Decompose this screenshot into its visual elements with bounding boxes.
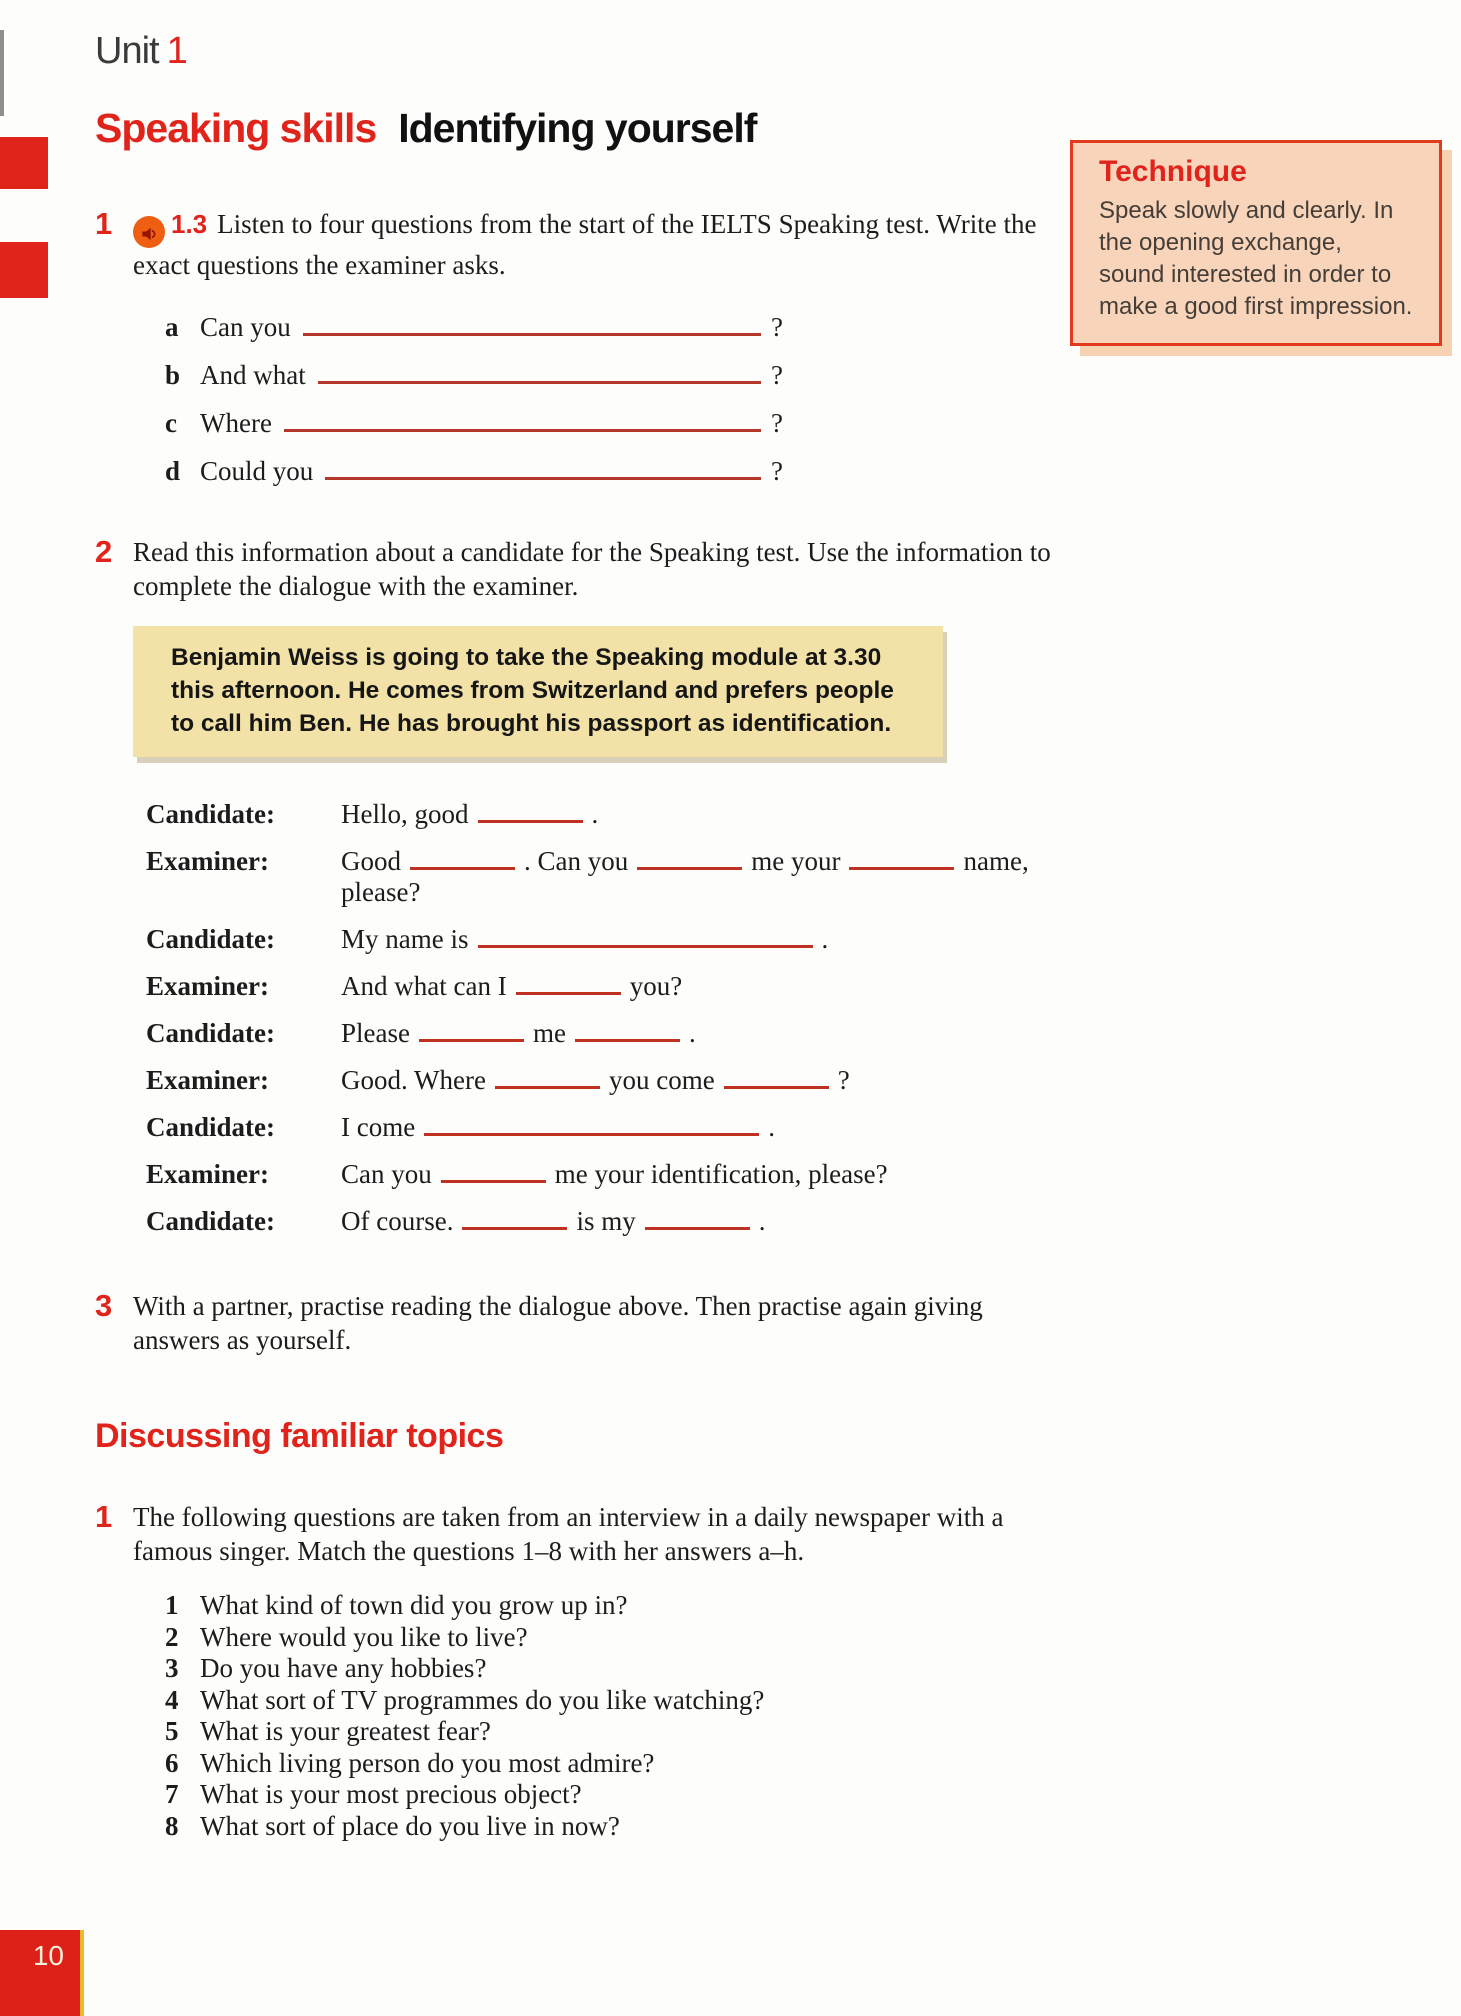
answer-blank-line: [495, 1067, 600, 1089]
answer-blank-line: [478, 801, 583, 823]
question-blank-row: [165, 408, 783, 439]
question-number: 8: [165, 1810, 179, 1841]
page-title-section: Speaking skills: [95, 105, 377, 151]
dialogue: [146, 799, 1063, 1237]
page-edge-tick: [0, 30, 4, 116]
dialogue-line: [341, 1159, 1063, 1190]
dialogue-text: Hello, good: [341, 799, 469, 829]
dialogue-text: I come: [341, 1112, 416, 1142]
page-title: [95, 105, 1063, 152]
speaker-icon: [133, 216, 165, 248]
answer-blank-line: [637, 848, 742, 870]
answer-blank-line: [325, 457, 761, 480]
exercise-2-instructions: Read this information about a candidate for the Speaking test. Use the information to complete the dialogue with the examiner.: [133, 537, 1051, 601]
exercise-number: 3: [95, 1288, 113, 1323]
dialogue-speaker: Candidate:: [146, 924, 276, 954]
page-number-box: [0, 1930, 84, 2016]
dialogue-speaker: Examiner:: [146, 1159, 269, 1189]
answer-blank-line: [575, 1020, 680, 1042]
exercise-number: 1: [95, 1499, 113, 1534]
unit-number: 1: [166, 30, 187, 72]
question-stem: Can you: [200, 312, 291, 342]
answer-blank-line: [318, 361, 761, 384]
dialogue-text: Good: [341, 846, 401, 876]
answer-blank-line: [849, 848, 954, 870]
dialogue-speaker: Examiner:: [146, 971, 269, 1001]
answer-blank-line: [303, 313, 761, 336]
dialogue-text: Good. Where: [341, 1065, 486, 1095]
dialogue-row: [146, 924, 1063, 955]
question-blank-row: [165, 360, 783, 391]
answer-blank-line: [410, 848, 515, 870]
answer-blank-line: [645, 1208, 750, 1230]
dialogue-text: Can you: [341, 1159, 432, 1189]
dialogue-text: .: [591, 799, 599, 829]
answer-blank-line: [284, 409, 761, 432]
dialogue-text: And what can I: [341, 971, 507, 1001]
question-number: 4: [165, 1684, 179, 1715]
technique-box: [1070, 140, 1442, 346]
dialogue-speaker: Candidate:: [146, 1112, 276, 1142]
answer-blank-line: [724, 1067, 829, 1089]
discussing-exercise-1: [95, 1500, 1063, 1842]
exercise-number: 2: [95, 534, 113, 569]
interview-question-row: [165, 1716, 1063, 1748]
candidate-info-box: Benjamin Weiss is going to take the Speaking module at 3.30 this afternoon. He comes from Switzerland and prefers people to call him Ben. He has brought his passport as identification.: [133, 626, 943, 757]
answer-blank-line: [424, 1114, 759, 1136]
dialogue-text: me your: [751, 846, 841, 876]
page-edge-red-tab: [0, 242, 48, 298]
exercise-2: [95, 535, 1063, 1253]
dialogue-speaker: Candidate:: [146, 799, 276, 829]
question-number: 2: [165, 1621, 179, 1652]
dialogue-line: [341, 799, 1063, 830]
dialogue-line: [341, 1018, 1063, 1049]
answer-blank-line: [516, 973, 621, 995]
question-text: What sort of TV programmes do you like watching?: [200, 1684, 765, 1715]
dialogue-text: me your identification, please?: [554, 1159, 888, 1189]
unit-label: Unit: [95, 30, 159, 72]
question-number: 1: [165, 1590, 179, 1620]
exercise-3: [95, 1289, 1063, 1357]
dialogue-row: [146, 1206, 1063, 1237]
unit-heading: [95, 30, 1063, 73]
dialogue-speaker: Candidate:: [146, 1206, 276, 1236]
dialogue-text: me: [532, 1018, 566, 1048]
technique-body: Speak slowly and clearly. In the opening exchange, sound interested in order to make a good first impression.: [1099, 197, 1413, 320]
dialogue-row: [146, 971, 1063, 1002]
question-number: 5: [165, 1716, 179, 1746]
dialogue-text: .: [758, 1206, 766, 1236]
answer-blank-line: [462, 1208, 567, 1230]
dialogue-row: [146, 1018, 1063, 1049]
question-mark: ?: [771, 456, 783, 486]
interview-question-row: [165, 1653, 1063, 1685]
question-letter: d: [165, 456, 181, 486]
audio-track-ref: 1.3: [171, 209, 208, 239]
dialogue-text: name, please?: [341, 846, 1029, 907]
interview-question-row: [165, 1590, 1063, 1622]
dialogue-text: ?: [837, 1065, 850, 1095]
interview-question-row: [165, 1622, 1063, 1654]
interview-question-row: [165, 1685, 1063, 1717]
dialogue-speaker: Examiner:: [146, 1065, 269, 1095]
question-stem: Where: [200, 408, 272, 438]
question-blank-row: [165, 312, 783, 343]
main-column: [95, 0, 1063, 1842]
question-letter: c: [165, 408, 177, 438]
technique-title: Technique: [1099, 155, 1247, 188]
dialogue-text: Of course.: [341, 1206, 454, 1236]
question-text: Do you have any hobbies?: [200, 1653, 487, 1683]
question-text: What is your greatest fear?: [200, 1716, 491, 1746]
dialogue-text: Please: [341, 1018, 410, 1048]
dialogue-text: . Can you: [524, 846, 629, 876]
dialogue-line: [341, 1112, 1063, 1143]
exercise-1-instructions: [133, 207, 1063, 282]
dialogue-text: you come: [608, 1065, 715, 1095]
exercise-number: 1: [95, 206, 113, 241]
question-text: Where would you like to live?: [200, 1621, 528, 1652]
dialogue-row: [146, 846, 1063, 908]
interview-question-row: [165, 1779, 1063, 1811]
page-title-topic: Identifying yourself: [398, 105, 757, 151]
dialogue-row: [146, 799, 1063, 830]
dialogue-row: [146, 1159, 1063, 1190]
question-text: What kind of town did you grow up in?: [200, 1590, 628, 1620]
page-number: 10: [32, 1940, 64, 1971]
question-number: 7: [165, 1779, 179, 1809]
question-text: Which living person do you most admire?: [200, 1747, 655, 1778]
question-text: What is your most precious object?: [200, 1779, 582, 1809]
dialogue-line: [341, 1065, 1063, 1096]
question-letter: b: [165, 360, 181, 390]
question-number: 6: [165, 1747, 179, 1778]
section-heading: Discussing familiar topics: [95, 1417, 504, 1455]
dialogue-speaker: Candidate:: [146, 1018, 276, 1048]
dialogue-text: you?: [629, 971, 683, 1001]
question-stem: Could you: [200, 456, 314, 486]
dialogue-line: [341, 1206, 1063, 1237]
question-letter: a: [165, 312, 179, 342]
dialogue-text: .: [821, 924, 829, 954]
instruction-text: Listen to four questions from the start of the IELTS Speaking test. Write the exact questions the examiner asks.: [133, 209, 1037, 280]
interview-question-row: [165, 1748, 1063, 1780]
interview-question-row: [165, 1811, 1063, 1843]
dialogue-line: [341, 846, 1063, 908]
dialogue-row: [146, 1112, 1063, 1143]
exercise-3-instructions: With a partner, practise reading the dialogue above. Then practise again giving answers as yourself.: [133, 1291, 983, 1355]
answer-blank-line: [478, 926, 813, 948]
answer-blank-line: [419, 1020, 524, 1042]
question-blank-row: [165, 456, 783, 487]
question-mark: ?: [771, 360, 783, 390]
answer-blank-line: [441, 1161, 546, 1183]
question-stem: And what: [200, 360, 306, 390]
dialogue-text: .: [768, 1112, 775, 1142]
dialogue-speaker: Examiner:: [146, 846, 269, 876]
dialogue-row: [146, 1065, 1063, 1096]
dialogue-line: [341, 971, 1063, 1002]
question-blanks-list: [165, 312, 1063, 487]
exercise-1: [95, 207, 1063, 504]
question-mark: ?: [771, 408, 783, 438]
dialogue-line: [341, 924, 1063, 955]
question-mark: ?: [771, 312, 783, 342]
interview-questions-list: [165, 1590, 1063, 1842]
dialogue-text: is my: [576, 1206, 636, 1236]
dialogue-text: .: [688, 1018, 696, 1048]
dialogue-text: My name is: [341, 924, 469, 954]
question-number: 3: [165, 1653, 179, 1683]
page-edge-red-tab: [0, 137, 48, 189]
question-text: What sort of place do you live in now?: [200, 1810, 620, 1841]
discussing-instructions: The following questions are taken from an interview in a daily newspaper with a famous singer. Match the questions 1–8 with her answers a–h.: [133, 1502, 1004, 1566]
